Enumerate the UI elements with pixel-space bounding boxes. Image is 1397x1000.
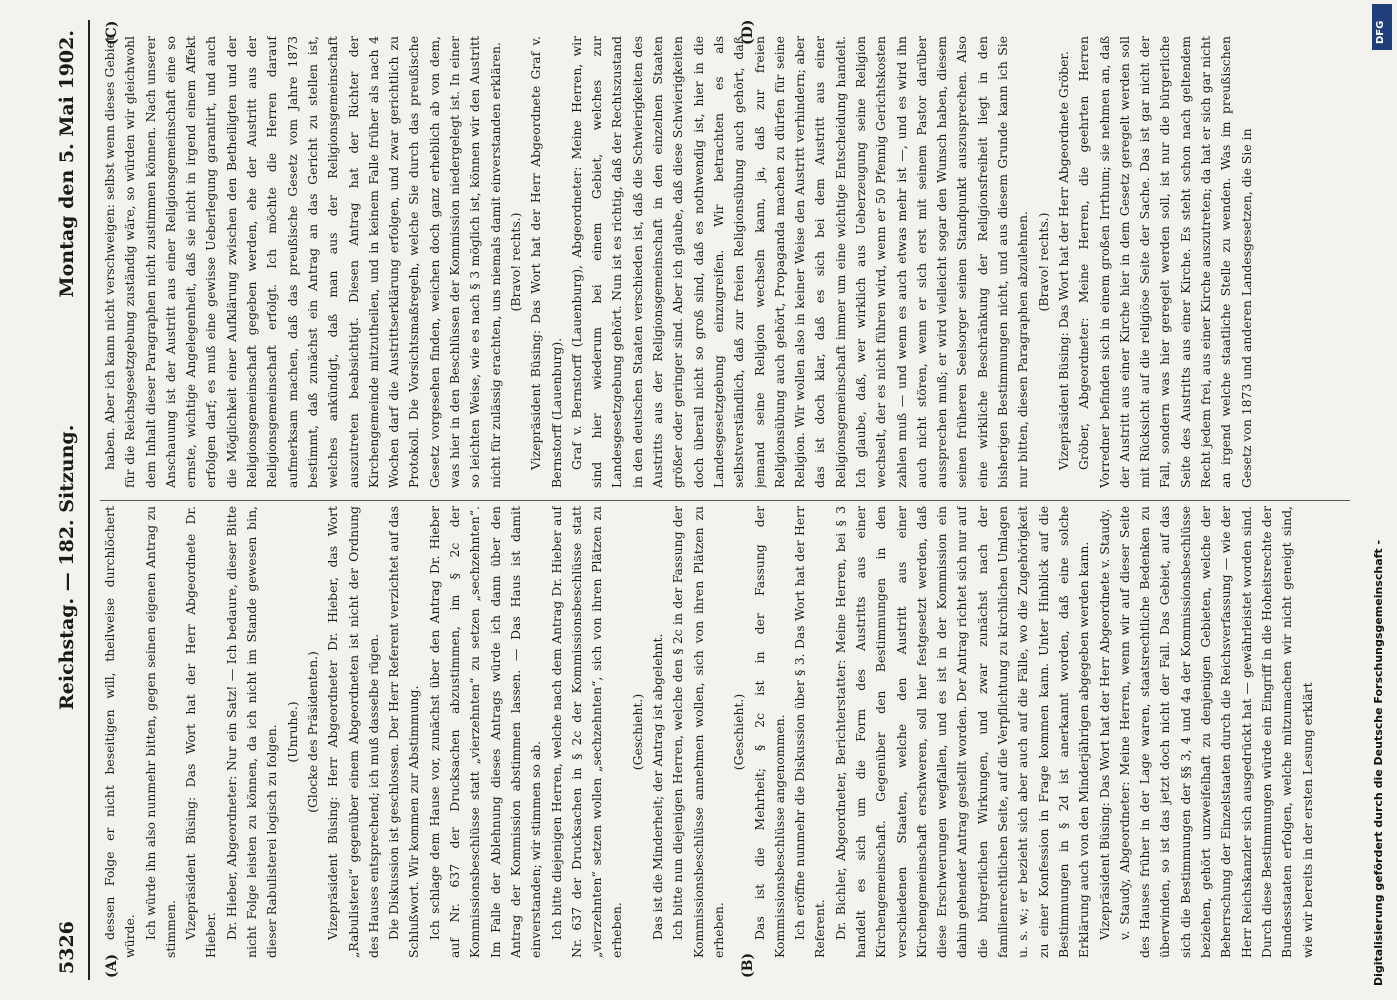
session-title: Reichstag. — 182. Sitzung.: [56, 424, 78, 710]
digitization-note: Digitalisierung gefördert durch die Deutsche Forschungsgemeinschaft -: [1372, 539, 1385, 986]
paragraph: Dr. Bichler, Abgeordneter, Berichterstatter: Meine Herren, bei § 3 handelt es sich um die Form des Austritts aus einer Kirchengemeinschaft. Gegenüber den Bestimmungen in den verschiedenen Staaten, welche den Austritt aus einer Kirchengemeinschaft erschweren, soll hier festgesetzt werden, daß diese Erschwerungen wegfallen, und es ist in der Kommission ein dahin gehender Antrag gestellt worden. Der Antrag richtet sich nur auf die bürgerlichen Wirkungen, und zwar zunächst nach der familienrechtlichen Seite, auf die Verpflichtung zu kirchlichen Umlagen u. s. w.; er bezieht sich aber auch auf die Fälle, wo die Zugehörigkeit zu einer Konfession in Frage kommen kann. Unter Hinblick auf die Bestimmungen in § 2d ist anerkannt worden, daß eine solche Erklärung auch von den Minderjährigen abgegeben werden kann.: [832, 506, 1092, 958]
digitization-strip: [1368, 0, 1397, 1000]
paragraph: (Geschieht.): [731, 693, 747, 771]
paragraph: (Unruhe.): [284, 701, 300, 763]
paragraph: (Bravo! rechts.): [507, 212, 523, 312]
margin-mark-d: (D): [740, 19, 756, 45]
paragraph: dessen Folge er nicht beseitigen will, theilweise durchlöchert würde.: [102, 506, 138, 958]
running-head: [52, 20, 86, 980]
paragraph: Graf v. Bernstorff (Lauenburg), Abgeordneter: Meine Herren, wir sind hier wiederum bei einem Gebiet, welches zur Landesgesetzgebung gehört. Nun ist es richtig, daß der Rechtszustand in den deutschen Staaten verschieden ist, daß die Schwierigkeiten des Austritts aus der Religionsgemeinschaft in den einzelnen Staaten größer oder geringer sind. Aber ich glaube, daß diese Schwierigkeiten doch überall nicht so groß sind, daß es nothwendig ist, hier in die Landesgesetzgebung einzugreifen. Wir betrachten es als selbstverständlich, daß zur freien Religionsübung auch gehört, daß jemand seine Religion wechseln kann, ja, daß zur freien Religionsübung auch gehört, Propaganda machen zu dürfen für seine Religion. Wir wollen also in keiner Weise den Austritt verhindern; aber das ist doch klar, daß es sich bei dem Austritt aus einer Religionsgemeinschaft immer um eine wichtige Entscheidung handelt. Ich glaube, daß, wer wirklich aus Ueberzeugung seine Religion wechselt, der es nicht führen wird, wenn er 50 Pfennig Gerichtskosten zahlen muß — und wenn es auch etwas mehr ist —, und es wird ihn auch nicht stören, wenn er sich erst mit seinem Pastor darüber aussprechen muß; er wird vielleicht sogar den Wunsch haben, diesem seinen früheren Seelsorger seinen Standpunkt auszusprechen. Also eine wirkliche Beschränkung der Religionsfreiheit liegt in den bisherigen Bestimmungen nicht, und aus diesem Grunde kann ich Sie nur bitten, diesen Paragraphen abzulehnen.: [568, 36, 1031, 488]
paragraph: (Bravo! rechts.): [1035, 212, 1051, 312]
right-column: [100, 36, 1360, 488]
paragraph: Die Diskussion ist geschlossen. Der Herr Referent verzichtet auf das Schlußwort. Wir kommen zur Abstimmung.: [386, 506, 422, 958]
paragraph: (Geschieht.): [629, 693, 645, 771]
header-rule: [88, 20, 90, 980]
paragraph: Gröber, Abgeordneter: Meine Herren, die geehrten Herren Vorredner befinden sich in einem großen Irrthum; sie nehmen an, daß der Austritt aus einer Kirche hier in dem Gesetz geregelt werden soll mit Rücksicht auf die religiöse Seite der Sache. Das ist gar nicht der Fall, sondern was hier geregelt werden soll, ist nur die bürgerliche Seite des Austritts aus einer Kirche. Es steht schon nach geltendem Recht jedem frei, aus einer Kirche auszutreten; da hat er sich gar nicht an irgend welche staatliche Stelle zu wenden. Was im preußischen Gesetz von 1873 und anderen Landesgesetzen, die Sie in: [1076, 36, 1254, 488]
paragraph: v. Staudy, Abgeordneter: Meine Herren, wenn wir auf dieser Seite des Hauses früher in der Lage waren, staatsrechtliche Bedenken zu überwinden, so ist das jetzt doch nicht der Fall. Das Gebiet, auf das sich die Bestimmungen der §§ 3, 4 und 4a der Kommissionsbeschlüsse beziehen, gehört unzweifelhaft zu denjenigen Gebieten, welche der Beherrschung der Einzelstaaten durch die Reichsverfassung — wie der Herr Reichskanzler sich ausgedrückt hat — gewährleistet worden sind. Durch diese Bestimmungen würde ein Eingriff in die Hoheitsrechte der Bundesstaaten erfolgen, welche mitzumachen wir nicht geneigt sind, wie wir bereits in der ersten Lesung erklärt: [1116, 506, 1315, 958]
paragraph: Vizepräsident Büsing: Herr Abgeordneter Dr. Hieber, das Wort „Rabulisterei“ gegenüber einem Abgeordneten ist nicht der Ordnung des Hauses entsprechend; ich muß dasselbe rügen.: [325, 506, 381, 958]
paragraph: Vizepräsident Büsing: Das Wort hat der Herr Abgeordnete Graf v. Bernstorff (Lauenburg).: [528, 36, 564, 488]
paragraph: Vizepräsident Büsing: Das Wort hat der Herr Abgeordnete Gröber.: [1055, 51, 1071, 470]
paragraph: haben. Aber ich kann nicht verschweigen: selbst wenn dieses Gebiet für die Reichsgesetzgebung zuständig wäre, so würden wir gleichwohl dem Inhalt dieser Paragraphen nicht zustimmen können. Nach unserer Anschauung ist der Austritt aus einer Religionsgemeinschaft eine so ernste, wichtige Angelegenheit, daß sie nicht in irgend einem Affekt erfolgen darf; es muß eine gewisse Ueberlegung garantirt, und auch die Möglichkeit einer Aufklärung zwischen den Betheiligten und der Religionsgemeinschaft gegeben werden, ehe der Austritt aus der Religionsgemeinschaft erfolgt. Ich möchte die Herren darauf aufmerksam machen, daß das preußische Gesetz vom Jahre 1873 bestimmt, daß zunächst ein Antrag an das Gericht zu stellen ist, welches ankündigt, daß man aus der Religionsgemeinschaft auszutreten beabsichtigt. Diesen Antrag hat der Richter der Kirchengemeinde mitzutheilen, und in keinem Falle früher als nach 4 Wochen darf die Austrittserklärung erfolgen, und zwar gerichtlich zu Protokoll. Die Vorsichtsmaßregeln, welche Sie durch das preußische Gesetz vorgesehen finden, weichen doch ganz erheblich ab von dem, was hier in den Beschlüssen der Kommission niedergelegt ist. In einer so leichten Weise, wie es nach § 3 möglich ist, können wir den Austritt nicht für zulässig erachten, uns niemals damit einverstanden erklären.: [102, 36, 503, 488]
session-date: Montag den 5. Mai 1902.: [56, 30, 78, 298]
paragraph: Das ist die Minderheit; der Antrag ist abgelehnt.: [650, 633, 666, 940]
paragraph: Ich würde ihn also nunmehr bitten, gegen seinen eigenen Antrag zu stimmen.: [142, 506, 178, 958]
paragraph: Ich schlage dem Hause vor, zunächst über den Antrag Dr. Hieber auf Nr. 637 der Drucksachen abzustimmen, im § 2c der Kommissionsbeschlüsse statt „vierzehnten“ zu setzen „sechzehnten“. Im Falle der Ablehnung dieses Antrags würde ich dann über den Antrag der Kommission abstimmen lassen. — Das Haus ist damit einverstanden; wir stimmen so ab.: [426, 506, 544, 958]
paragraph: Das ist die Mehrheit; § 2c ist in der Fassung der Kommissionsbeschlüsse angenommen.: [751, 506, 787, 958]
column-divider: [100, 500, 1350, 501]
paragraph: Ich bitte nun diejenigen Herren, welche den § 2c in der Fassung der Kommissionsbeschlüsse annehmen wollen, sich von ihren Plätzen zu erheben.: [670, 506, 726, 958]
dfg-logo-text: DFG: [1375, 20, 1386, 44]
paragraph: (Glocke des Präsidenten.): [304, 651, 320, 813]
paragraph: Dr. Hieber, Abgeordneter: Nur ein Satz! — Ich bedaure, dieser Bitte nicht Folge leisten zu können, da ich nicht im Stande gewesen bin, dieser Rabulisterei logisch zu folgen.: [223, 506, 280, 958]
margin-mark-b: (B): [740, 952, 756, 978]
margin-mark-c: (C): [104, 20, 120, 45]
margin-mark-a: (A): [104, 953, 120, 978]
paragraph: Vizepräsident Büsing: Das Wort hat der Herr Abgeordnete Dr. Hieber.: [183, 506, 219, 958]
rotated-page-content: [40, 20, 1375, 980]
paragraph: Ich eröffne nunmehr die Diskussion über § 3. Das Wort hat der Herr Referent.: [792, 506, 828, 958]
paragraph: Vizepräsident Büsing: Das Wort hat der Herr Abgeordnete v. Staudy.: [1096, 508, 1112, 940]
paragraph: Ich bitte diejenigen Herren, welche nach dem Antrag Dr. Hieber auf Nr. 637 der Drucksachen in § 2c der Kommissionsbeschlüsse statt „vierzehnten“ setzen wollen „sechzehnten“, sich von ihren Plätzen zu erheben.: [548, 506, 625, 958]
page-number: 5326: [56, 921, 78, 974]
left-column: [100, 506, 1360, 958]
